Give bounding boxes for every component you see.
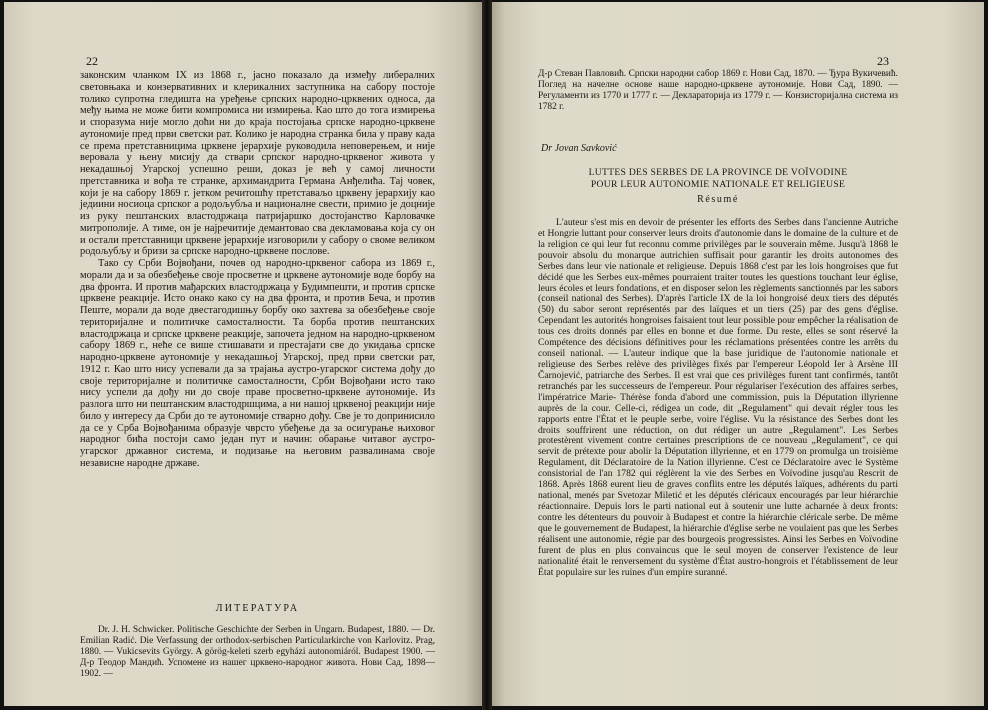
article-author: Dr Jovan Savković xyxy=(541,143,617,154)
resume-body xyxy=(538,218,898,578)
bibliography-continued: Д-р Стеван Павловић. Српски народни сабор 1869 г. Нови Сад, 1870. — Ђура Вукичевић. Поглед на начелне основе наше народно-црквене аутономије. Нови Сад, 1890. — Регуламенти из 1770 и 1777 г. — Деклараторија из 1779 г. — Конзисторијална система из 1782 г. xyxy=(538,69,898,112)
bibliography-text: Dr. J. H. Schwicker. Politische Geschichte der Serben in Ungarn. Budapest, 1880. — Dr. Emilian Radić. Die Verfassung der orthodox-serbischen Particularkirche von Karlovitz. Prag, 1880. — Vukicsevits György. A görög-keleti szerb egyházi autonomiáról. Budapest 1900. — Д-р Теодор Мандић. Успомене из нашег црквено-народног живота. Нови Сад, 1898—1902. — xyxy=(80,625,435,679)
article-title xyxy=(538,167,898,190)
left-page-number: 22 xyxy=(86,54,98,68)
article-title-line-1: LUTTES DES SERBES DE LA PROVINCE DE VOÏVODINE xyxy=(588,167,848,178)
right-page-number: 23 xyxy=(877,54,889,68)
resume-heading: Résumé xyxy=(697,194,739,205)
article-title-line-2: POUR LEUR AUTONOMIE NATIONALE ET RELIGIEUSE xyxy=(590,178,846,190)
left-page-body xyxy=(80,70,435,470)
bibliography-heading: ЛИТЕРАТУРА xyxy=(215,603,300,614)
left-paragraph-2: Тако су Срби Војвођани, почев од народно-црквеног сабора из 1869 г., морали да и за обезбеђење своје просветне и црквене аутономије воде борбу на два фронта. И против мађарских властодржаца у Будимпешти, и против српске црквене реакције. Исто онако како су на два фронта, и против Беча, и против Пеште, морали да воде двестагодишњу борбу око захтева за обезбеђење своје територијалне и политичке самосталности. Та борба против пештанских властодржаца и српске црквене реакције, започета једном на народно-црквеном сабору 1869 г., неће се више стишавати и престајати све до укидања српске народно-црквене аутономије у некадашњој Угарској, пред први светски рат, 1912 г. Као што нису успевали да за трајања аустро-угарског система дођу до своје територијалне и политичке самосталности, Срби Војвођани исто тако нису успели да дођу ни до своје праве просветно-црквене аутономије. Из разлога што ни пештанским властодршцима, а ни нашој црквеној реакцији није било у интересу да Срби до те аутономије стварно дођу. Све је то допринисило да се у Срба Војвођанима образује чврсто убеђење да за осигурање њиховог народног бића постоји само један пут и начин: обарање читавог аустро-угарског државног система, и подизање на његовим развалинама своје независне народне државе. xyxy=(80,258,435,469)
book-gutter xyxy=(482,0,492,710)
resume-paragraph: L'auteur s'est mis en devoir de présenter les efforts des Serbes dans l'ancienne Autriche et Hongrie luttant pour conserver leurs droits d'autonomie dans le domaine de la culture et de la religion ce qui leur fut reconnu comme privilèges par le souverain même. Jusqu'à 1868 le pouvoir absolu du monarque autrichien suffisait pour garantir les droits autonomes des Serbes dans leur vie nationale et religieuse. Depuis 1868 c'est par les lois hongroises que fut décidé que les Serbes eux-mêmes pourraient traiter toutes les questions touchant leur église, leurs écoles et leurs fondations, et en disposer selon les règlements sanctionnés par les sabors (conseil national des Serbes). D'après l'article IX de la loi hongroisé deux tiers des députés (50) du sabor seront représentés par des laïques et un tiers (25) par des gens d'église. Cependant les autorités hongroises faisaient tout leur possible pour empêcher la réalisation de tous ces droits donnés par elles en bonne et due forme. Du reste, elles se sont réservé la Compétence des décisions définitives pour les réclamations présentées contre les arrêts du conseil national. — L'auteur indique que la base juridique de l'autonomie nationale et religieuse des Serbes relève des privilèges fixés par l'empereur Léopold Ier à Arsène III Čarnojević, patriarche des Serbes. Il est vrai que ces privilèges furent tant confirmés, tantôt retranchés par les successeurs de l'empereur. Pour régulariser l'exécution des affaires serbes, l'impératrice Marie- Thérèse fonda d'abord une commission, puis la Députation illyrienne auprès de la cour. Celle-ci, rédigea un code, dit „Regulament" qui devait régler tous les rapports entre l'État et le peuple serbe, voire l'église. Vu la résistance des Serbes dont les droits souffrirent une réduction, on dut rédiger un autre „Regulament". Les Serbes protestèrent vivement contre certaines prescriptions de ce nouveau „Regulament", ce qui servit de prétexte pour abolir la Députation illyrienne, et en 1779 on promulga un troisième Regulament, dit Déclaratoire de la Nation illyrienne. C'est ce Déclaratoire avec le Système consistorial de l'an 1782 qui réglèrent la vie des Serbes en Voïvodine jusqu'au Rescrit de 1868. Après 1868 eurent lieu de graves conflits entre les députés laïques, adhérents du parti national, menés par Svetozar Miletić et les députés cléricaux encouragés par leur hiérarchie réactionnaire. Depuis lors le parti national eut à soutenir une lutte acharnée à deux fronts: contre les détenteurs du pouvoir à Budapest et contre la hiérarchie cléricale serbe. De même que le gouvernement de Budapest, la hiérarchie d'église serbe ne voulaient pas que les Serbes réalisent une autonomie, régie par des bourgeois progressistes. Ainsi les Serbes en Voïvodine furent de plus en plus convaincus que le seul moyen de conserver l'existence de leur nationalité était le renversement du système d'État austro-hongrois et l'établissement de leur État populaire sur les ruines d'un empire suranné. xyxy=(538,217,898,578)
left-paragraph-1: законским чланком IX из 1868 г., јасно показало да између либералних световњака и конзервативних и клерикалних заступника на сабору постоје толико супротна гледишта на уређење српских народно-црквених односа, да међу њима не може бити компромиса ни измирења. Као што до тога измирења и споразума није могло доћи ни до краја постојања српске народно-црквене аутономије пред први светски рат. Колико је народна странка била у праву када се према претставницима црквене јерархије руководила неповерењем, и није веровала у њену мисију да ствари српског народно-црквеног живота у некадашњој Угарској успешно реши, доказ је већ у самој личности претставника и вођа те странке, архимандрита Германа Анђелића. Тај човек, који је на сабору 1869 г. јетком речитошћу претставаљо црквену јерархију као једиини носиоца српског а родољубља и националне свести, примио је доцније из руку пештанских властодржаца патријаршко достојанство Карловачке митрополије. А тиме, он је најречитије демантовао сва декламовања која су он и остали претставници црквене јерархије изговорили у сабору о своме великом родољубљу и бризи за српске народно-црквене послове. xyxy=(80,70,435,258)
